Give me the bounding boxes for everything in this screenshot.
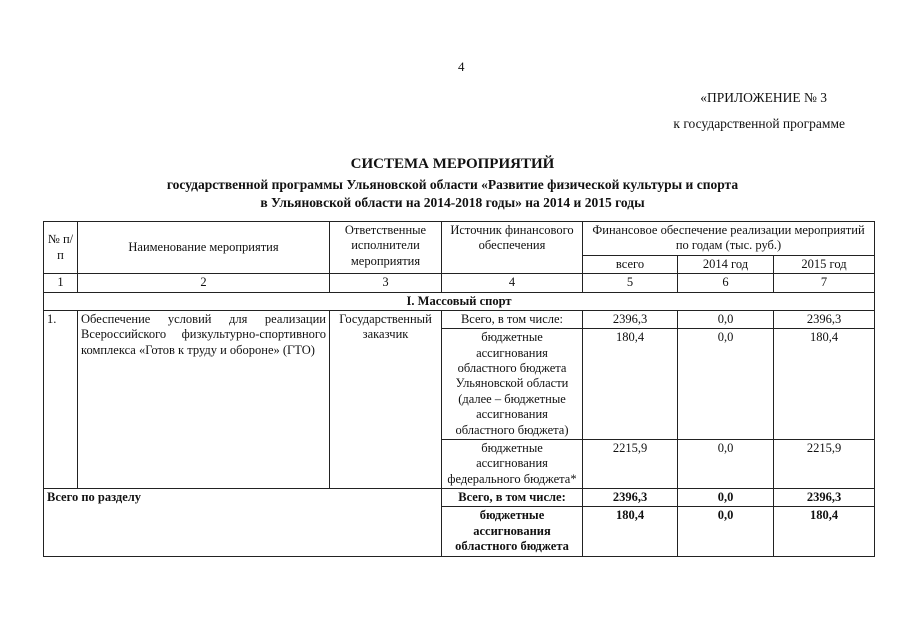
appendix-label: «ПРИЛОЖЕНИЕ № 3 xyxy=(700,90,827,105)
col-number: 2 xyxy=(78,274,330,292)
header-name: Наименование мероприятия xyxy=(78,222,330,274)
y2015-cell: 2215,9 xyxy=(774,439,875,488)
y2015-cell: 180,4 xyxy=(774,507,875,556)
col-number: 4 xyxy=(442,274,583,292)
header-2014: 2014 год xyxy=(678,255,774,273)
y2014-cell: 0,0 xyxy=(678,439,774,488)
y2014-cell: 0,0 xyxy=(678,489,774,507)
measures-table xyxy=(43,221,875,557)
total-cell: 2396,3 xyxy=(583,310,678,328)
header-total: всего xyxy=(583,255,678,273)
page-number: 4 xyxy=(458,59,465,74)
col-number: 5 xyxy=(583,274,678,292)
section-title: I. Массовый спорт xyxy=(44,292,875,310)
source-cell: бюджетные ассигнования федерального бюджета* xyxy=(442,439,583,488)
y2015-cell: 180,4 xyxy=(774,329,875,440)
appendix-subtitle: к государственной программе xyxy=(673,116,845,131)
header-num: № п/п xyxy=(44,222,78,274)
total-cell: 2215,9 xyxy=(583,439,678,488)
col-number: 1 xyxy=(44,274,78,292)
col-number: 6 xyxy=(678,274,774,292)
col-number: 3 xyxy=(330,274,442,292)
document-subtitle-line2: в Ульяновской области на 2014-2018 годы» на 2014 и 2015 годы xyxy=(260,195,645,210)
total-cell: 180,4 xyxy=(583,329,678,440)
y2014-cell: 0,0 xyxy=(678,329,774,440)
source-cell: Всего, в том числе: xyxy=(442,489,583,507)
y2015-cell: 2396,3 xyxy=(774,310,875,328)
document-subtitle-line1: государственной программы Ульяновской области «Развитие физической культуры и спорта xyxy=(166,177,739,192)
y2014-cell: 0,0 xyxy=(678,507,774,556)
col-number: 7 xyxy=(774,274,875,292)
measure-executor: Государственный заказчик xyxy=(330,310,442,488)
section-total-label: Всего по разделу xyxy=(44,489,442,557)
document-title: СИСТЕМА МЕРОПРИЯТИЙ xyxy=(350,156,555,172)
header-2015: 2015 год xyxy=(774,255,875,273)
y2014-cell: 0,0 xyxy=(678,310,774,328)
header-source: Источник финансового обеспечения xyxy=(442,222,583,274)
row-number: 1. xyxy=(44,310,78,488)
measure-name: Обеспечение условий для реализации Всероссийского физкультурно-спортивного комплекса «Готов к труду и обороне» (ГТО) xyxy=(78,310,330,488)
header-finance: Финансовое обеспечение реализации мероприятий по годам (тыс. руб.) xyxy=(583,222,875,256)
source-cell: бюджетные ассигнования областного бюджета Ульяновской области (далее – бюджетные ассигнования областного бюджета) xyxy=(442,329,583,440)
source-cell: бюджетные ассигнования областного бюджета xyxy=(442,507,583,556)
header-executors: Ответственные исполнители мероприятия xyxy=(330,222,442,274)
source-cell: Всего, в том числе: xyxy=(442,310,583,328)
total-cell: 180,4 xyxy=(583,507,678,556)
y2015-cell: 2396,3 xyxy=(774,489,875,507)
total-cell: 2396,3 xyxy=(583,489,678,507)
